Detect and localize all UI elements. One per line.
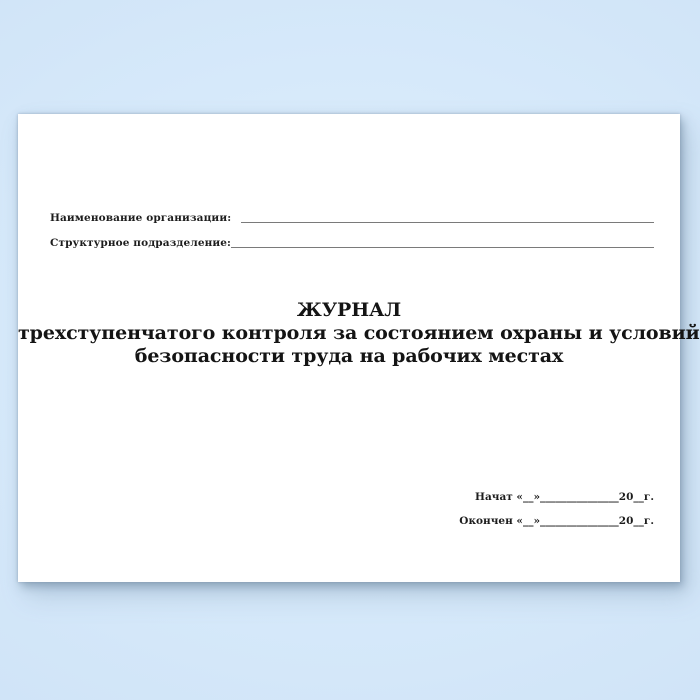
date-started-line: Начат «__»_______________20__г.	[475, 491, 654, 503]
journal-cover-page	[18, 114, 700, 582]
organization-field	[50, 211, 654, 225]
journal-title	[18, 299, 700, 368]
date-finished-line: Окончен «__»_______________20__г.	[459, 515, 654, 527]
dates-block	[459, 485, 654, 533]
organization-field-label: Наименование организации:	[50, 212, 232, 224]
department-field	[50, 236, 654, 250]
organization-fill-line	[241, 221, 654, 223]
journal-title-line-1: ЖУРНАЛ	[296, 299, 402, 321]
journal-title-line-3: безопасности труда на рабочих местах	[134, 345, 564, 367]
department-field-label: Структурное подразделение:	[50, 237, 232, 249]
journal-title-line-2: трехступенчатого контроля за состоянием охраны и условий	[18, 322, 700, 344]
department-fill-line	[231, 246, 654, 248]
